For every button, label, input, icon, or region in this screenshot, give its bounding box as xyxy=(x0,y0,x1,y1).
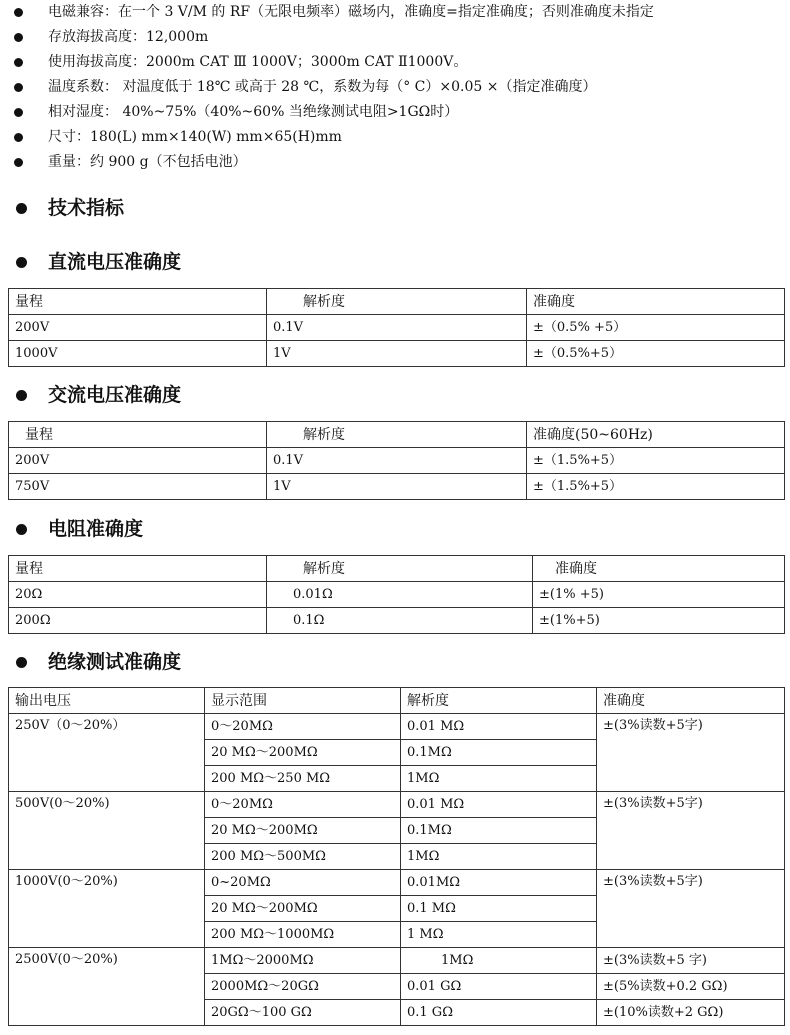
bullet-dot-icon xyxy=(14,8,23,17)
table-row xyxy=(9,315,785,341)
heading-tech-specs xyxy=(14,194,124,222)
bullet-dot-icon xyxy=(14,83,23,92)
table-cell: 0～20MΩ xyxy=(205,792,401,818)
table-cell: 200 MΩ～1000MΩ xyxy=(205,922,401,948)
table-row xyxy=(9,714,785,740)
table-cell: 1MΩ xyxy=(401,844,597,870)
table-row xyxy=(9,341,785,367)
table-cell: 20 MΩ～200MΩ xyxy=(205,818,401,844)
table-cell: 200V xyxy=(9,315,267,341)
table-cell: 200Ω xyxy=(9,608,267,634)
table-cell: 750V xyxy=(9,474,267,500)
table-cell: ±（0.5%+5） xyxy=(527,341,785,367)
header-cell: 准确度 xyxy=(527,289,785,315)
table-row xyxy=(9,474,785,500)
voltage-cell: 2500V(0～20%) xyxy=(9,948,205,1026)
bullet-dot-icon xyxy=(16,657,27,668)
bullet-dot-icon xyxy=(14,133,23,142)
table-cell: 0.1V xyxy=(267,315,527,341)
table-cell: ±（0.5% +5） xyxy=(527,315,785,341)
table-cell: 2000MΩ～20GΩ xyxy=(205,974,401,1000)
bullet-text: 存放海拔高度：12,000m xyxy=(48,29,209,45)
bullet-text: 电磁兼容：在一个 3 V/M 的 RF（无限电频率）磁场内，准确度=指定准确度；否则准确度未指定 xyxy=(48,4,654,20)
bullet-text: 使用海拔高度：2000m CAT Ⅲ 1000V；3000m CAT Ⅱ1000V。 xyxy=(48,54,468,70)
heading-text: 直流电压准确度 xyxy=(48,251,182,273)
bullet-humidity xyxy=(14,100,784,125)
bullet-dimensions xyxy=(14,125,784,150)
bullet-dot-icon xyxy=(16,390,27,401)
table-cell: 0.1 GΩ xyxy=(401,1000,597,1026)
bullet-dot-icon xyxy=(14,108,23,117)
bullet-temp-coefficient xyxy=(14,75,784,100)
table-cell: 0.1V xyxy=(267,448,527,474)
table-header-row xyxy=(9,422,785,448)
header-cell: 准确度 xyxy=(597,688,785,714)
bullet-text: 尺寸：180(L) mm×140(W) mm×65(H)mm xyxy=(48,129,342,145)
table-cell: 0.01 GΩ xyxy=(401,974,597,1000)
table-header-row xyxy=(9,289,785,315)
heading-text: 绝缘测试准确度 xyxy=(48,651,182,673)
table-row xyxy=(9,948,785,974)
table-cell: 1 MΩ xyxy=(401,922,597,948)
heading-insulation xyxy=(14,648,181,676)
bullet-dot-icon xyxy=(14,158,23,167)
bullet-dot-icon xyxy=(16,524,27,535)
header-cell: 量程 xyxy=(9,556,267,582)
table-cell: ±(10%读数+2 GΩ) xyxy=(597,1000,785,1026)
table-cell: 20Ω xyxy=(9,582,267,608)
heading-ac-voltage xyxy=(14,381,181,409)
ac-voltage-table xyxy=(8,421,785,500)
bullet-text: 相对湿度： 40%~75%（40%~60% 当绝缘测试电阻>1GΩ时） xyxy=(48,104,459,120)
table-cell: 1MΩ～2000MΩ xyxy=(205,948,401,974)
table-cell: 1MΩ xyxy=(401,948,597,974)
dc-voltage-table xyxy=(8,288,785,367)
bullet-weight xyxy=(14,150,784,175)
heading-text: 交流电压准确度 xyxy=(48,384,182,406)
table-row xyxy=(9,792,785,818)
table-cell: 0.01 MΩ xyxy=(401,714,597,740)
table-cell: 0.1MΩ xyxy=(401,740,597,766)
bullet-dot-icon xyxy=(14,58,23,67)
header-cell: 显示范围 xyxy=(205,688,401,714)
table-row xyxy=(9,448,785,474)
header-cell: 准确度(50~60Hz) xyxy=(527,422,785,448)
insulation-table xyxy=(8,687,785,1026)
table-cell: 200V xyxy=(9,448,267,474)
table-row xyxy=(9,870,785,896)
header-cell: 解析度 xyxy=(267,422,527,448)
accuracy-cell: ±(3%读数+5字) xyxy=(597,792,785,870)
table-cell: 0.1Ω xyxy=(267,608,533,634)
table-cell: 0.01Ω xyxy=(267,582,533,608)
table-cell: ±(1%+5) xyxy=(533,608,785,634)
header-cell: 量程 xyxy=(9,422,267,448)
header-cell: 解析度 xyxy=(267,289,527,315)
table-row xyxy=(9,608,785,634)
resistance-table xyxy=(8,555,785,634)
header-cell: 输出电压 xyxy=(9,688,205,714)
table-cell: ±(3%读数+5 字) xyxy=(597,948,785,974)
table-cell: 20 MΩ～200MΩ xyxy=(205,896,401,922)
table-cell: 0.01MΩ xyxy=(401,870,597,896)
table-cell: ±(1% +5) xyxy=(533,582,785,608)
heading-dc-voltage xyxy=(14,248,181,276)
voltage-cell: 1000V(0～20%) xyxy=(9,870,205,948)
bullet-text: 重量：约 900 g（不包括电池） xyxy=(48,154,247,170)
bullet-dot-icon xyxy=(16,257,27,268)
bullet-dot-icon xyxy=(14,33,23,42)
table-cell: ±（1.5%+5） xyxy=(527,448,785,474)
bullet-dot-icon xyxy=(16,203,27,214)
table-cell: 0.1 MΩ xyxy=(401,896,597,922)
table-cell: 200 MΩ～500MΩ xyxy=(205,844,401,870)
table-cell: 0.1MΩ xyxy=(401,818,597,844)
header-cell: 解析度 xyxy=(267,556,533,582)
table-row xyxy=(9,582,785,608)
table-cell: 1000V xyxy=(9,341,267,367)
header-cell: 解析度 xyxy=(401,688,597,714)
table-cell: 0～20MΩ xyxy=(205,714,401,740)
heading-resistance xyxy=(14,515,143,543)
bullet-text: 温度系数： 对温度低于 18℃ 或高于 28 ℃，系数为每（° C）×0.05 ×（指定准确度） xyxy=(48,79,597,95)
header-cell: 量程 xyxy=(9,289,267,315)
voltage-cell: 500V(0～20%) xyxy=(9,792,205,870)
spec-bullet-list xyxy=(14,0,784,175)
table-header-row xyxy=(9,688,785,714)
heading-text: 电阻准确度 xyxy=(48,518,144,540)
accuracy-cell: ±(3%读数+5字) xyxy=(597,870,785,948)
table-cell: 0~20MΩ xyxy=(205,870,401,896)
table-cell: 1V xyxy=(267,474,527,500)
bullet-storage-altitude xyxy=(14,25,784,50)
header-cell: 准确度 xyxy=(533,556,785,582)
bullet-emc xyxy=(14,0,784,25)
bullet-operating-altitude xyxy=(14,50,784,75)
table-cell: 20GΩ～100 GΩ xyxy=(205,1000,401,1026)
table-cell: ±(5%读数+0.2 GΩ) xyxy=(597,974,785,1000)
table-cell: 1V xyxy=(267,341,527,367)
table-cell: 20 MΩ～200MΩ xyxy=(205,740,401,766)
table-cell: 1MΩ xyxy=(401,766,597,792)
table-cell: 0.01 MΩ xyxy=(401,792,597,818)
table-header-row xyxy=(9,556,785,582)
heading-text: 技术指标 xyxy=(48,197,125,219)
accuracy-cell: ±(3%读数+5字) xyxy=(597,714,785,792)
voltage-cell: 250V（0～20%） xyxy=(9,714,205,792)
table-cell: ±（1.5%+5） xyxy=(527,474,785,500)
table-cell: 200 MΩ～250 MΩ xyxy=(205,766,401,792)
